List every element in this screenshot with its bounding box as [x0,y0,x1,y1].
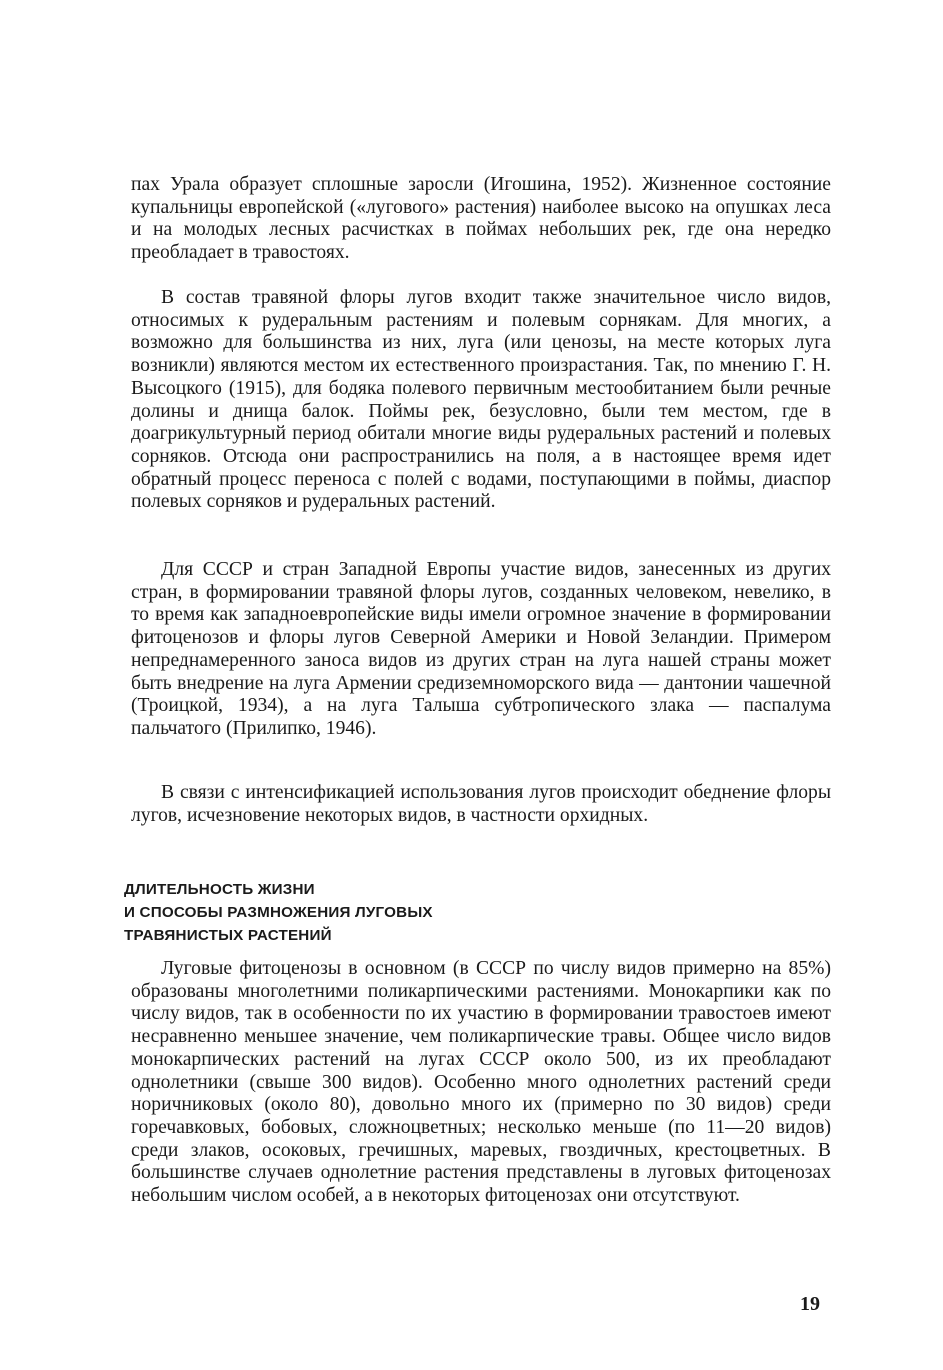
paragraph-flora-impoverishment: В связи с интенсификацией использования лугов происходит обеднение флоры лугов, исчезновение некоторых видов, в частности орхидных. [131,782,831,826]
section-heading-line-1: ДЛИТЕЛЬНОСТЬ ЖИЗНИ [124,881,315,898]
paragraph-continued: пах Урала образует сплошные заросли (Игошина, 1952). Жизненное состояние купальницы европейской («лугового» растения) наиболее высоко на опушках леса и на молодых лесных расчистках в поймах небольших рек, где она нередко преобладает в травостоях. [131,174,831,264]
section-heading [124,878,624,947]
section-heading-line-2: И СПОСОБЫ РАЗМНОЖЕНИЯ ЛУГОВЫХ [124,904,433,921]
paragraph-meadow-phytocenoses: Луговые фитоценозы в основном (в СССР по числу видов примерно на 85%) образованы многолетними поликарпическими растениями. Монокарпики как по числу видов, так в особенности по их участию в формировании травостоев имеют несравненно меньшее значение, чем поликарпические травы. Общее число видов монокарпических растений на лугах СССР около 500, из их преобладают однолетники (свыше 300 видов). Особенно много однолетних растений среди норичниковых (около 80), довольно много их (примерно по 30 видов) среди горечавковых, бобовых, сложноцветных; несколько меньше (по 11—20 видов) среди злаков, осоковых, гречишных, маревых, гвоздичных, крестоцветных. В большинстве случаев однолетние растения представлены в луговых фитоценозах небольшим числом особей, а в некоторых фитоценозах они отсутствуют. [131,958,831,1207]
paragraph-ruderal-species: В состав травяной флоры лугов входит также значительное число видов, относимых к рудеральным растениям и полевым сорнякам. Для многих, а возможно для большинства из них, луга (или ценозы, на месте которых луга возникли) являются местом их естественного произрастания. Так, по мнению Г. Н. Высоцкого (1915), для бодяка полевого первичным местообитанием были речные долины и днища балок. Поймы рек, безусловно, были тем местом, где в доагрикультурный период обитали многие виды рудеральных растений и полевых сорняков. Отсюда они распространились на поля, а в настоящее время идет обратный процесс переноса с полей с водами, поступающими в поймы, диаспор полевых сорняков и рудеральных растений. [131,287,831,513]
page-number: 19 [800,1293,820,1315]
paragraph-introduced-species: Для СССР и стран Западной Европы участие видов, занесенных из других стран, в формировании травяной флоры лугов, созданных человеком, невелико, в то время как западноевропейские виды имели огромное значение в формировании фитоценозов и флоры лугов Северной Америки и Новой Зеландии. Примером непреднамеренного заноса видов из других стран на луга нашей страны может быть внедрение на луга Армении средиземноморского вида — дантонии чашечной (Троицкой, 1934), а на луга Талыша субтропического злака — паспалума пальчатого (Прилипко, 1946). [131,559,831,739]
section-heading-line-3: ТРАВЯНИСТЫХ РАСТЕНИЙ [124,927,332,944]
